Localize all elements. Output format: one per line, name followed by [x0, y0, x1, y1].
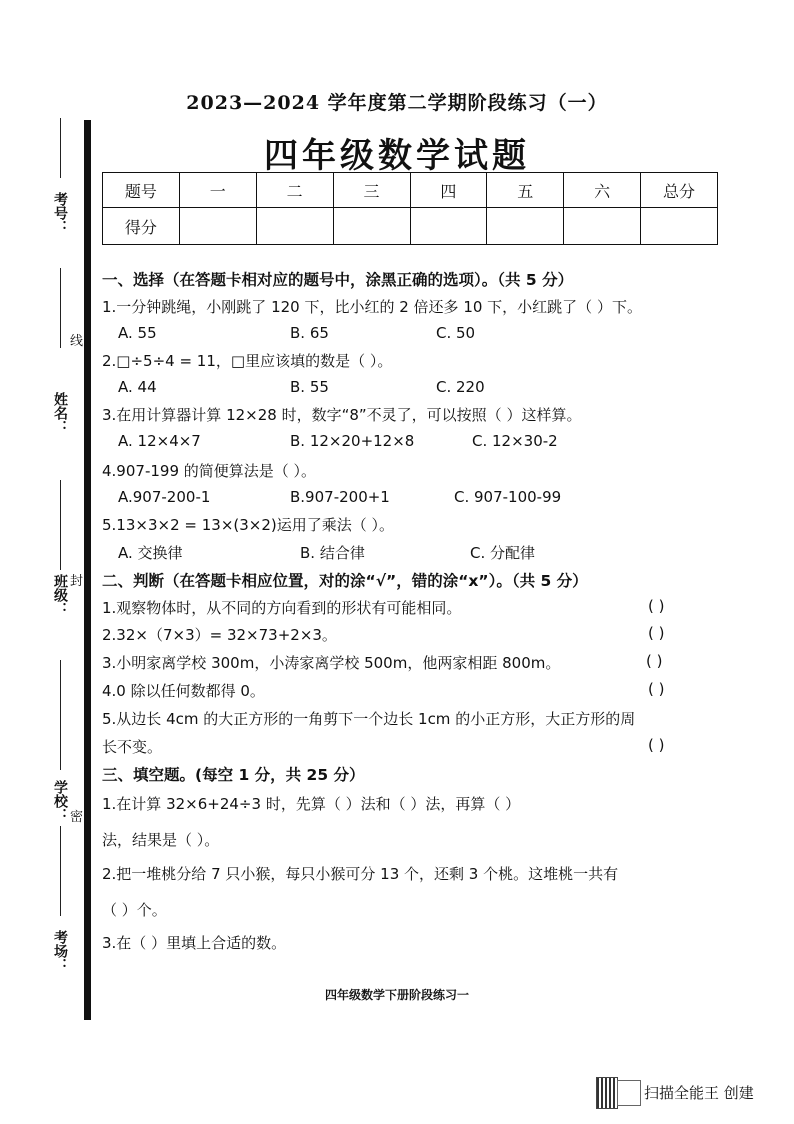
answer-paren[interactable]: ( ) [648, 736, 665, 754]
binding-line [60, 826, 61, 916]
score-cell-empty[interactable] [179, 208, 256, 245]
binding-line [60, 268, 61, 348]
question-text: 1.一分钟跳绳，小刚跳了 120 下，比小红的 2 倍还多 10 下，小红跳了（ ）下。 [102, 298, 642, 316]
section3-heading: 三、填空题。(每空 1 分，共 25 分） [102, 766, 365, 784]
score-cell-header: 一 [179, 173, 256, 208]
exam-title: 四年级数学试题 [264, 136, 530, 176]
section2-heading: 二、判断（在答题卡相应位置，对的涂“√”，错的涂“x”）。（共 5 分） [102, 572, 588, 590]
binding-word-line: 线 [70, 334, 84, 349]
answer-paren[interactable]: ( ) [646, 652, 663, 670]
binding-bar [84, 120, 91, 1020]
scanner-logo-icon [617, 1080, 641, 1106]
page-footer: 四年级数学下册阶段练习一 [324, 988, 469, 1002]
score-cell-empty[interactable] [641, 208, 718, 245]
answer-paren[interactable]: ( ) [648, 680, 665, 698]
option-a: A. 44 [118, 378, 157, 396]
score-cell-header: 总分 [641, 173, 718, 208]
score-cell-empty[interactable] [564, 208, 641, 245]
fill-question: 1.在计算 32×6+24÷3 时，先算（ ）法和（ ）法，再算（ ） [102, 795, 521, 813]
exam-number-label: 考号： [52, 192, 68, 234]
binding-line [60, 118, 61, 178]
score-cell-empty[interactable] [256, 208, 333, 245]
qr-code-icon [596, 1077, 618, 1109]
option-c: C. 220 [436, 378, 485, 396]
option-c: C. 50 [436, 324, 476, 342]
score-table [102, 172, 718, 245]
judge-question: 4.0 除以任何数都得 0。 [102, 682, 265, 700]
fill-question: 3.在（ ）里填上合适的数。 [102, 934, 287, 952]
score-cell-header: 五 [487, 173, 564, 208]
exam-room-label: 考场： [52, 930, 68, 972]
score-cell-header: 四 [410, 173, 487, 208]
score-cell-header: 六 [564, 173, 641, 208]
judge-question: 3.小明家离学校 300m，小涛家离学校 500m，他两家相距 800m。 [102, 654, 561, 672]
class-label: 班级： [52, 574, 68, 616]
option-b: B. 12×20+12×8 [290, 432, 415, 450]
exam-period-header: 2023—2024 学年度第二学期阶段练习（一） [186, 92, 608, 114]
option-b: B. 65 [290, 324, 329, 342]
binding-word-seal: 封 [70, 574, 84, 589]
score-cell-header: 二 [256, 173, 333, 208]
option-c: C. 907-100-99 [454, 488, 562, 506]
fill-question-cont: 法，结果是（ ）。 [102, 831, 220, 849]
judge-question: 2.32×（7×3）= 32×73+2×3。 [102, 626, 337, 644]
score-cell-empty[interactable] [487, 208, 564, 245]
fill-question-cont: （ ）个。 [102, 901, 167, 919]
score-table-score-row [103, 208, 718, 245]
binding-line [60, 660, 61, 770]
judge-question: 5.从边长 4cm 的大正方形的一角剪下一个边长 1cm 的小正方形，大正方形的周 [102, 710, 636, 728]
option-b: B.907-200+1 [290, 488, 390, 506]
option-c: C. 分配律 [470, 544, 536, 562]
name-label: 姓名： [52, 392, 68, 434]
judge-question-cont: 长不变。 [102, 738, 163, 756]
question-text: 5.13×3×2 = 13×(3×2)运用了乘法（ ）。 [102, 516, 395, 534]
option-b: B. 结合律 [300, 544, 365, 562]
question-text: 4.907-199 的简便算法是（ ）。 [102, 462, 317, 480]
score-table-header-row [103, 173, 718, 208]
section1-heading: 一、选择（在答题卡相对应的题号中，涂黑正确的选项）。（共 5 分） [102, 271, 574, 289]
scanner-watermark: 扫描全能王 创建 [644, 1084, 754, 1102]
option-a: A.907-200-1 [118, 488, 211, 506]
score-cell-header: 三 [333, 173, 410, 208]
school-label: 学校： [52, 780, 68, 822]
binding-line [60, 480, 61, 570]
score-row-label: 得分 [103, 208, 180, 245]
option-a: A. 55 [118, 324, 157, 342]
judge-question: 1.观察物体时，从不同的方向看到的形状有可能相同。 [102, 599, 462, 617]
option-c: C. 12×30-2 [472, 432, 558, 450]
answer-paren[interactable]: ( ) [648, 597, 665, 615]
option-b: B. 55 [290, 378, 329, 396]
question-text: 3.在用计算器计算 12×28 时，数字“8”不灵了，可以按照（ ）这样算。 [102, 406, 582, 424]
score-cell-empty[interactable] [410, 208, 487, 245]
option-a: A. 交换律 [118, 544, 183, 562]
fill-question: 2.把一堆桃分给 7 只小猴，每只小猴可分 13 个，还剩 3 个桃。这堆桃一共有 [102, 865, 619, 883]
score-cell-header: 题号 [103, 173, 180, 208]
score-cell-empty[interactable] [333, 208, 410, 245]
question-text: 2.□÷5÷4 = 11，□里应该填的数是（ ）。 [102, 352, 393, 370]
binding-word-secret: 密 [70, 810, 84, 825]
answer-paren[interactable]: ( ) [648, 624, 665, 642]
option-a: A. 12×4×7 [118, 432, 201, 450]
